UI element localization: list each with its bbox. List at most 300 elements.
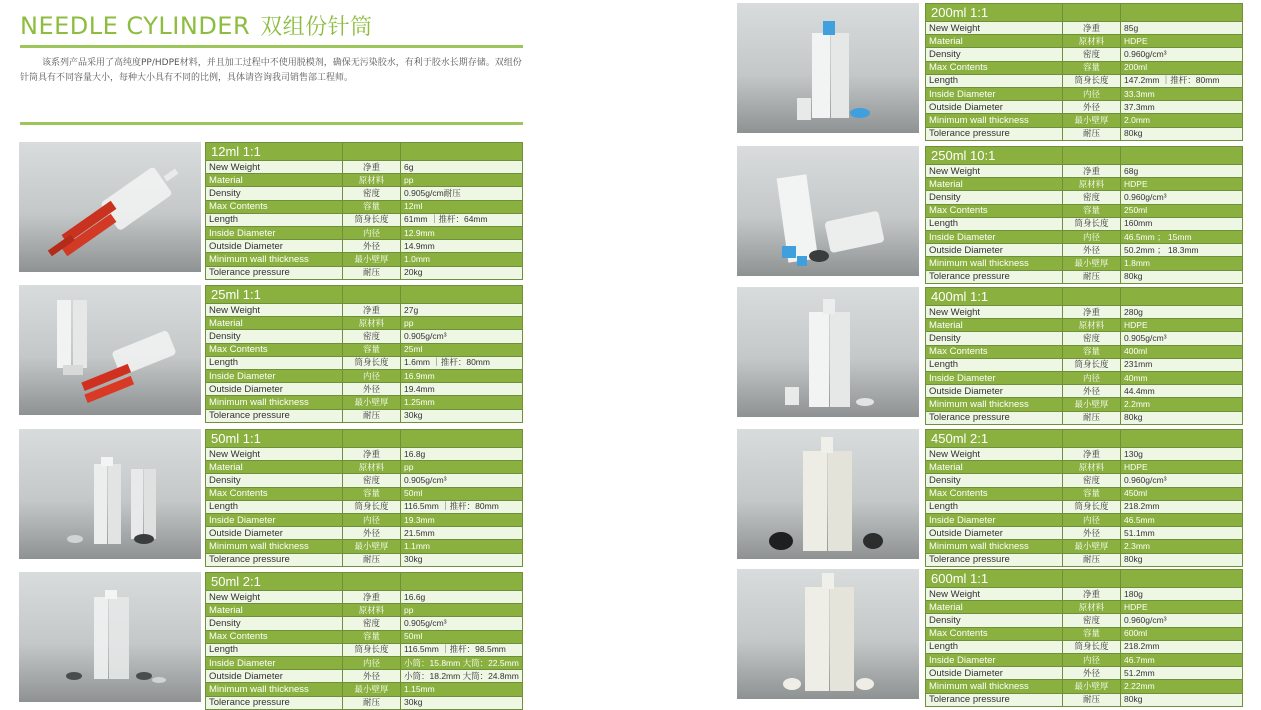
spec-label-en: Max Contents bbox=[206, 200, 343, 213]
spec-value: 400ml bbox=[1121, 345, 1243, 358]
page-title-cn: 双组份针筒 bbox=[260, 15, 373, 40]
spec-value: pp bbox=[401, 317, 523, 330]
spec-value: 12.9mm bbox=[401, 226, 523, 239]
spec-label-cn: 耐压 bbox=[1063, 127, 1121, 140]
spec-value: 450ml bbox=[1121, 487, 1243, 500]
spec-row bbox=[926, 653, 1243, 666]
spec-row bbox=[926, 627, 1243, 640]
spec-label-en: Minimum wall thickness bbox=[926, 680, 1063, 693]
spec-value: 1.6mm ｜推杆：80mm bbox=[401, 356, 523, 369]
spec-value: 50ml bbox=[401, 630, 523, 643]
spec-label-en: Max Contents bbox=[926, 204, 1063, 217]
spec-label-en: Length bbox=[926, 217, 1063, 230]
spec-label-cn: 容量 bbox=[343, 630, 401, 643]
spec-table bbox=[205, 285, 523, 423]
spec-header-blank bbox=[343, 430, 401, 448]
spec-label-cn: 原材料 bbox=[343, 317, 401, 330]
spec-label-en: Inside Diameter bbox=[926, 513, 1063, 526]
spec-label-cn: 容量 bbox=[1063, 487, 1121, 500]
spec-row bbox=[926, 127, 1243, 140]
spec-row bbox=[926, 244, 1243, 257]
spec-row bbox=[926, 553, 1243, 566]
spec-row bbox=[926, 461, 1243, 474]
spec-label-cn: 耐压 bbox=[1063, 411, 1121, 424]
spec-label-cn: 最小壁厚 bbox=[343, 253, 401, 266]
spec-row bbox=[206, 683, 523, 696]
spec-label-en: New Weight bbox=[926, 448, 1063, 461]
spec-label-en: Material bbox=[206, 461, 343, 474]
spec-label-cn: 最小壁厚 bbox=[1063, 257, 1121, 270]
spec-row bbox=[926, 693, 1243, 706]
spec-row bbox=[926, 411, 1243, 424]
spec-value: 0.905g/cm³ bbox=[401, 474, 523, 487]
clear-cartridge-image bbox=[19, 572, 201, 702]
spec-row bbox=[926, 540, 1243, 553]
spec-label-cn: 外径 bbox=[343, 527, 401, 540]
spec-row bbox=[926, 371, 1243, 384]
spec-label-cn: 筒身长度 bbox=[1063, 500, 1121, 513]
spec-row bbox=[926, 332, 1243, 345]
spec-row bbox=[926, 165, 1243, 178]
spec-label-en: Tolerance pressure bbox=[206, 409, 343, 422]
spec-label-en: Inside Diameter bbox=[926, 87, 1063, 100]
spec-label-en: Outside Diameter bbox=[926, 244, 1063, 257]
spec-value: 51.1mm bbox=[1121, 527, 1243, 540]
spec-row bbox=[926, 22, 1243, 35]
spec-header-blank bbox=[1063, 4, 1121, 22]
spec-value: 46.5mm ； 15mm bbox=[1121, 230, 1243, 243]
spec-label-cn: 耐压 bbox=[1063, 553, 1121, 566]
spec-header-row bbox=[206, 286, 523, 304]
spec-row bbox=[206, 656, 523, 669]
spec-row bbox=[206, 527, 523, 540]
spec-label-cn: 最小壁厚 bbox=[1063, 680, 1121, 693]
spec-row bbox=[926, 358, 1243, 371]
spec-row bbox=[926, 35, 1243, 48]
spec-value: 218.2mm bbox=[1121, 640, 1243, 653]
spec-label-en: Outside Diameter bbox=[926, 385, 1063, 398]
spec-row bbox=[926, 513, 1243, 526]
spec-label-en: Length bbox=[206, 356, 343, 369]
spec-label-cn: 耐压 bbox=[343, 553, 401, 566]
spec-row bbox=[926, 588, 1243, 601]
spec-value: 130g bbox=[1121, 448, 1243, 461]
spec-label-cn: 容量 bbox=[1063, 345, 1121, 358]
spec-row bbox=[206, 696, 523, 709]
spec-label-cn: 密度 bbox=[1063, 191, 1121, 204]
spec-value: 51.2mm bbox=[1121, 667, 1243, 680]
spec-table-body bbox=[926, 570, 1243, 707]
spec-header-blank bbox=[1121, 4, 1243, 22]
spec-value: 2.0mm bbox=[1121, 114, 1243, 127]
product-title: 600ml 1:1 bbox=[926, 570, 1063, 588]
page-title-en: NEEDLE CYLINDER bbox=[20, 12, 251, 40]
spec-label-en: Tolerance pressure bbox=[206, 553, 343, 566]
product-photo bbox=[737, 287, 919, 417]
spec-label-en: New Weight bbox=[926, 588, 1063, 601]
spec-label-cn: 内径 bbox=[1063, 371, 1121, 384]
spec-value: 0.960g/cm³ bbox=[1121, 614, 1243, 627]
page-title bbox=[20, 10, 373, 41]
spec-label-en: Max Contents bbox=[926, 345, 1063, 358]
product-title: 200ml 1:1 bbox=[926, 4, 1063, 22]
spec-value: 6g bbox=[401, 161, 523, 174]
spec-label-cn: 筒身长度 bbox=[1063, 640, 1121, 653]
spec-label-en: Length bbox=[926, 500, 1063, 513]
spec-label-cn: 外径 bbox=[1063, 244, 1121, 257]
spec-row bbox=[206, 330, 523, 343]
spec-label-en: Outside Diameter bbox=[926, 527, 1063, 540]
spec-label-en: Inside Diameter bbox=[926, 230, 1063, 243]
spec-row bbox=[206, 317, 523, 330]
spec-table-body bbox=[926, 147, 1243, 284]
spec-label-cn: 耐压 bbox=[343, 409, 401, 422]
spec-value: HDPE bbox=[1121, 461, 1243, 474]
spec-label-cn: 筒身长度 bbox=[1063, 358, 1121, 371]
spec-header-row bbox=[926, 288, 1243, 306]
spec-label-en: Density bbox=[206, 617, 343, 630]
spec-value: 33.3mm bbox=[1121, 87, 1243, 100]
product-title: 25ml 1:1 bbox=[206, 286, 343, 304]
spec-label-en: Density bbox=[926, 191, 1063, 204]
spec-label-en: Length bbox=[206, 643, 343, 656]
spec-row bbox=[206, 409, 523, 422]
spec-label-cn: 外径 bbox=[343, 240, 401, 253]
spec-value: 19.4mm bbox=[401, 383, 523, 396]
white-cartridge-image bbox=[737, 569, 919, 699]
spec-value: 37.3mm bbox=[1121, 101, 1243, 114]
spec-label-cn: 密度 bbox=[343, 617, 401, 630]
spec-label-cn: 外径 bbox=[1063, 667, 1121, 680]
spec-row bbox=[926, 114, 1243, 127]
spec-table bbox=[925, 146, 1243, 284]
spec-label-en: Length bbox=[926, 358, 1063, 371]
product-title: 50ml 2:1 bbox=[206, 573, 343, 591]
spec-value: pp bbox=[401, 604, 523, 617]
spec-row bbox=[926, 257, 1243, 270]
product-title: 450ml 2:1 bbox=[926, 430, 1063, 448]
product-photo bbox=[19, 142, 201, 272]
spec-row bbox=[926, 614, 1243, 627]
spec-header-blank bbox=[1063, 430, 1121, 448]
spec-value: 0.905g/cm³ bbox=[1121, 332, 1243, 345]
spec-value: HDPE bbox=[1121, 319, 1243, 332]
spec-label-cn: 筒身长度 bbox=[343, 500, 401, 513]
spec-row bbox=[926, 640, 1243, 653]
red-syringe-image bbox=[19, 285, 201, 415]
spec-label-en: Material bbox=[206, 317, 343, 330]
spec-table-body bbox=[206, 143, 523, 280]
spec-value: pp bbox=[401, 174, 523, 187]
spec-label-en: Length bbox=[206, 213, 343, 226]
spec-label-en: Tolerance pressure bbox=[926, 270, 1063, 283]
spec-label-cn: 容量 bbox=[1063, 627, 1121, 640]
white-cartridge-image bbox=[737, 429, 919, 559]
spec-row bbox=[206, 226, 523, 239]
spec-header-row bbox=[926, 570, 1243, 588]
spec-label-cn: 内径 bbox=[1063, 230, 1121, 243]
spec-row bbox=[206, 448, 523, 461]
spec-label-cn: 内径 bbox=[343, 226, 401, 239]
spec-row bbox=[206, 553, 523, 566]
spec-table-body bbox=[206, 573, 523, 710]
spec-label-en: Minimum wall thickness bbox=[926, 398, 1063, 411]
spec-label-cn: 耐压 bbox=[343, 266, 401, 279]
spec-label-cn: 原材料 bbox=[1063, 601, 1121, 614]
spec-row bbox=[926, 270, 1243, 283]
spec-row bbox=[206, 161, 523, 174]
spec-value: 16.8g bbox=[401, 448, 523, 461]
spec-label-en: New Weight bbox=[206, 161, 343, 174]
spec-value: pp bbox=[401, 461, 523, 474]
spec-header-blank bbox=[401, 430, 523, 448]
spec-table bbox=[925, 429, 1243, 567]
spec-value: 61mm ｜推杆：64mm bbox=[401, 213, 523, 226]
spec-label-en: Outside Diameter bbox=[206, 527, 343, 540]
spec-label-en: Tolerance pressure bbox=[926, 127, 1063, 140]
spec-label-cn: 筒身长度 bbox=[343, 213, 401, 226]
spec-label-en: Outside Diameter bbox=[926, 101, 1063, 114]
spec-label-cn: 密度 bbox=[1063, 48, 1121, 61]
spec-row bbox=[206, 487, 523, 500]
spec-label-en: New Weight bbox=[206, 448, 343, 461]
product-photo bbox=[19, 429, 201, 559]
spec-value: 30kg bbox=[401, 553, 523, 566]
spec-value: 80kg bbox=[1121, 411, 1243, 424]
spec-row bbox=[206, 474, 523, 487]
spec-label-en: Length bbox=[926, 640, 1063, 653]
spec-label-cn: 原材料 bbox=[343, 604, 401, 617]
spec-label-en: Material bbox=[926, 461, 1063, 474]
spec-value: 21.5mm bbox=[401, 527, 523, 540]
spec-label-en: Tolerance pressure bbox=[926, 693, 1063, 706]
spec-row bbox=[206, 630, 523, 643]
product-title: 400ml 1:1 bbox=[926, 288, 1063, 306]
spec-value: 0.905g/cm³ bbox=[401, 617, 523, 630]
spec-label-en: Material bbox=[926, 319, 1063, 332]
spec-row bbox=[926, 87, 1243, 100]
spec-label-en: New Weight bbox=[926, 165, 1063, 178]
spec-label-en: New Weight bbox=[926, 22, 1063, 35]
spec-row bbox=[206, 200, 523, 213]
spec-row bbox=[206, 304, 523, 317]
section-divider bbox=[20, 122, 523, 125]
spec-label-en: Max Contents bbox=[926, 61, 1063, 74]
spec-label-en: New Weight bbox=[206, 591, 343, 604]
spec-label-cn: 最小壁厚 bbox=[343, 540, 401, 553]
spec-label-en: Material bbox=[926, 601, 1063, 614]
spec-label-cn: 净重 bbox=[1063, 22, 1121, 35]
spec-value: 25ml bbox=[401, 343, 523, 356]
spec-label-cn: 容量 bbox=[1063, 61, 1121, 74]
spec-row bbox=[206, 513, 523, 526]
spec-header-blank bbox=[1121, 570, 1243, 588]
spec-value: 280g bbox=[1121, 306, 1243, 319]
spec-label-en: Density bbox=[206, 330, 343, 343]
spec-row bbox=[926, 191, 1243, 204]
spec-row bbox=[926, 230, 1243, 243]
spec-label-cn: 净重 bbox=[1063, 588, 1121, 601]
spec-label-cn: 净重 bbox=[1063, 448, 1121, 461]
spec-label-cn: 耐压 bbox=[1063, 270, 1121, 283]
product-photo bbox=[19, 285, 201, 415]
spec-label-cn: 内径 bbox=[1063, 513, 1121, 526]
spec-label-en: Density bbox=[926, 48, 1063, 61]
spec-header-blank bbox=[1063, 147, 1121, 165]
spec-label-cn: 最小壁厚 bbox=[1063, 398, 1121, 411]
spec-header-blank bbox=[1063, 288, 1121, 306]
spec-label-cn: 容量 bbox=[343, 200, 401, 213]
spec-value: 20kg bbox=[401, 266, 523, 279]
spec-row bbox=[926, 48, 1243, 61]
spec-value: 16.6g bbox=[401, 591, 523, 604]
spec-label-cn: 最小壁厚 bbox=[343, 396, 401, 409]
spec-label-en: Material bbox=[206, 604, 343, 617]
spec-label-en: New Weight bbox=[206, 304, 343, 317]
spec-row bbox=[926, 527, 1243, 540]
spec-label-cn: 筒身长度 bbox=[343, 643, 401, 656]
spec-value: 0.960g/cm³ bbox=[1121, 474, 1243, 487]
spec-value: 147.2mm ｜推杆：80mm bbox=[1121, 74, 1243, 87]
spec-value: 250ml bbox=[1121, 204, 1243, 217]
spec-label-cn: 内径 bbox=[1063, 87, 1121, 100]
spec-value: 116.5mm ｜推杆：80mm bbox=[401, 500, 523, 513]
spec-label-en: Max Contents bbox=[206, 487, 343, 500]
title-divider bbox=[20, 45, 523, 48]
spec-row bbox=[926, 487, 1243, 500]
white-cartridge-image bbox=[19, 429, 201, 559]
spec-row bbox=[206, 356, 523, 369]
spec-label-cn: 外径 bbox=[343, 670, 401, 683]
spec-row bbox=[926, 319, 1243, 332]
spec-table-body bbox=[926, 288, 1243, 425]
spec-value: 2.22mm bbox=[1121, 680, 1243, 693]
spec-label-cn: 外径 bbox=[1063, 385, 1121, 398]
spec-row bbox=[206, 266, 523, 279]
spec-row bbox=[206, 383, 523, 396]
spec-value: 231mm bbox=[1121, 358, 1243, 371]
spec-table bbox=[205, 572, 523, 710]
spec-value: 小筒：18.2mm 大筒：24.8mm bbox=[401, 670, 523, 683]
spec-value: 116.5mm ｜推杆：98.5mm bbox=[401, 643, 523, 656]
spec-row bbox=[926, 178, 1243, 191]
spec-label-en: Inside Diameter bbox=[206, 226, 343, 239]
spec-table-body bbox=[206, 286, 523, 423]
spec-value: 80kg bbox=[1121, 553, 1243, 566]
spec-row bbox=[926, 61, 1243, 74]
spec-row bbox=[926, 306, 1243, 319]
spec-value: 80kg bbox=[1121, 270, 1243, 283]
spec-header-blank bbox=[1063, 570, 1121, 588]
spec-row bbox=[206, 187, 523, 200]
spec-header-blank bbox=[343, 286, 401, 304]
spec-row bbox=[206, 617, 523, 630]
spec-label-cn: 原材料 bbox=[343, 461, 401, 474]
spec-value: 160mm bbox=[1121, 217, 1243, 230]
spec-value: HDPE bbox=[1121, 178, 1243, 191]
spec-label-cn: 筒身长度 bbox=[343, 356, 401, 369]
spec-value: 85g bbox=[1121, 22, 1243, 35]
spec-label-en: Tolerance pressure bbox=[206, 696, 343, 709]
spec-row bbox=[926, 680, 1243, 693]
spec-table bbox=[925, 569, 1243, 707]
spec-label-en: Minimum wall thickness bbox=[926, 540, 1063, 553]
spec-value: 2.2mm bbox=[1121, 398, 1243, 411]
spec-label-cn: 净重 bbox=[343, 448, 401, 461]
spec-label-cn: 原材料 bbox=[1063, 35, 1121, 48]
spec-label-cn: 原材料 bbox=[343, 174, 401, 187]
spec-label-en: Material bbox=[206, 174, 343, 187]
product-photo bbox=[737, 146, 919, 276]
spec-label-cn: 内径 bbox=[343, 656, 401, 669]
spec-header-blank bbox=[1121, 430, 1243, 448]
spec-row bbox=[926, 101, 1243, 114]
spec-header-row bbox=[206, 430, 523, 448]
spec-table bbox=[205, 142, 523, 280]
spec-label-en: Minimum wall thickness bbox=[926, 257, 1063, 270]
spec-header-row bbox=[926, 430, 1243, 448]
spec-row bbox=[206, 461, 523, 474]
spec-value: 40mm bbox=[1121, 371, 1243, 384]
spec-label-cn: 筒身长度 bbox=[1063, 74, 1121, 87]
spec-header-row bbox=[206, 143, 523, 161]
product-photo bbox=[737, 569, 919, 699]
spec-header-blank bbox=[1121, 147, 1243, 165]
spec-row bbox=[926, 601, 1243, 614]
spec-label-cn: 外径 bbox=[343, 383, 401, 396]
spec-value: 16.9mm bbox=[401, 369, 523, 382]
spec-value: 180g bbox=[1121, 588, 1243, 601]
spec-value: 1.15mm bbox=[401, 683, 523, 696]
spec-table bbox=[925, 287, 1243, 425]
spec-header-blank bbox=[401, 573, 523, 591]
spec-value: 19.3mm bbox=[401, 513, 523, 526]
spec-row bbox=[206, 500, 523, 513]
spec-label-en: Tolerance pressure bbox=[206, 266, 343, 279]
spec-label-cn: 耐压 bbox=[1063, 693, 1121, 706]
spec-label-en: Inside Diameter bbox=[206, 656, 343, 669]
spec-row bbox=[206, 540, 523, 553]
spec-header-blank bbox=[343, 143, 401, 161]
spec-label-cn: 密度 bbox=[1063, 614, 1121, 627]
spec-value: 1.1mm bbox=[401, 540, 523, 553]
spec-label-en: Density bbox=[926, 474, 1063, 487]
spec-value: 50ml bbox=[401, 487, 523, 500]
spec-row bbox=[926, 74, 1243, 87]
spec-value: 0.960g/cm³ bbox=[1121, 191, 1243, 204]
spec-table bbox=[925, 3, 1243, 141]
spec-row bbox=[926, 398, 1243, 411]
spec-row bbox=[206, 369, 523, 382]
spec-value: 0.905g/cm³ bbox=[401, 330, 523, 343]
spec-value: 0.905g/cm耐压 bbox=[401, 187, 523, 200]
spec-table-body bbox=[206, 430, 523, 567]
spec-header-blank bbox=[401, 143, 523, 161]
spec-label-cn: 原材料 bbox=[1063, 319, 1121, 332]
spec-label-en: Inside Diameter bbox=[926, 653, 1063, 666]
spec-label-en: Length bbox=[206, 500, 343, 513]
spec-header-blank bbox=[1121, 288, 1243, 306]
spec-label-en: Max Contents bbox=[926, 627, 1063, 640]
spec-label-cn: 密度 bbox=[343, 187, 401, 200]
spec-label-en: Minimum wall thickness bbox=[206, 540, 343, 553]
spec-label-en: Inside Diameter bbox=[206, 369, 343, 382]
spec-label-cn: 净重 bbox=[343, 304, 401, 317]
spec-label-en: Max Contents bbox=[926, 487, 1063, 500]
spec-label-cn: 原材料 bbox=[1063, 461, 1121, 474]
product-photo bbox=[737, 3, 919, 133]
spec-value: 1.8mm bbox=[1121, 257, 1243, 270]
